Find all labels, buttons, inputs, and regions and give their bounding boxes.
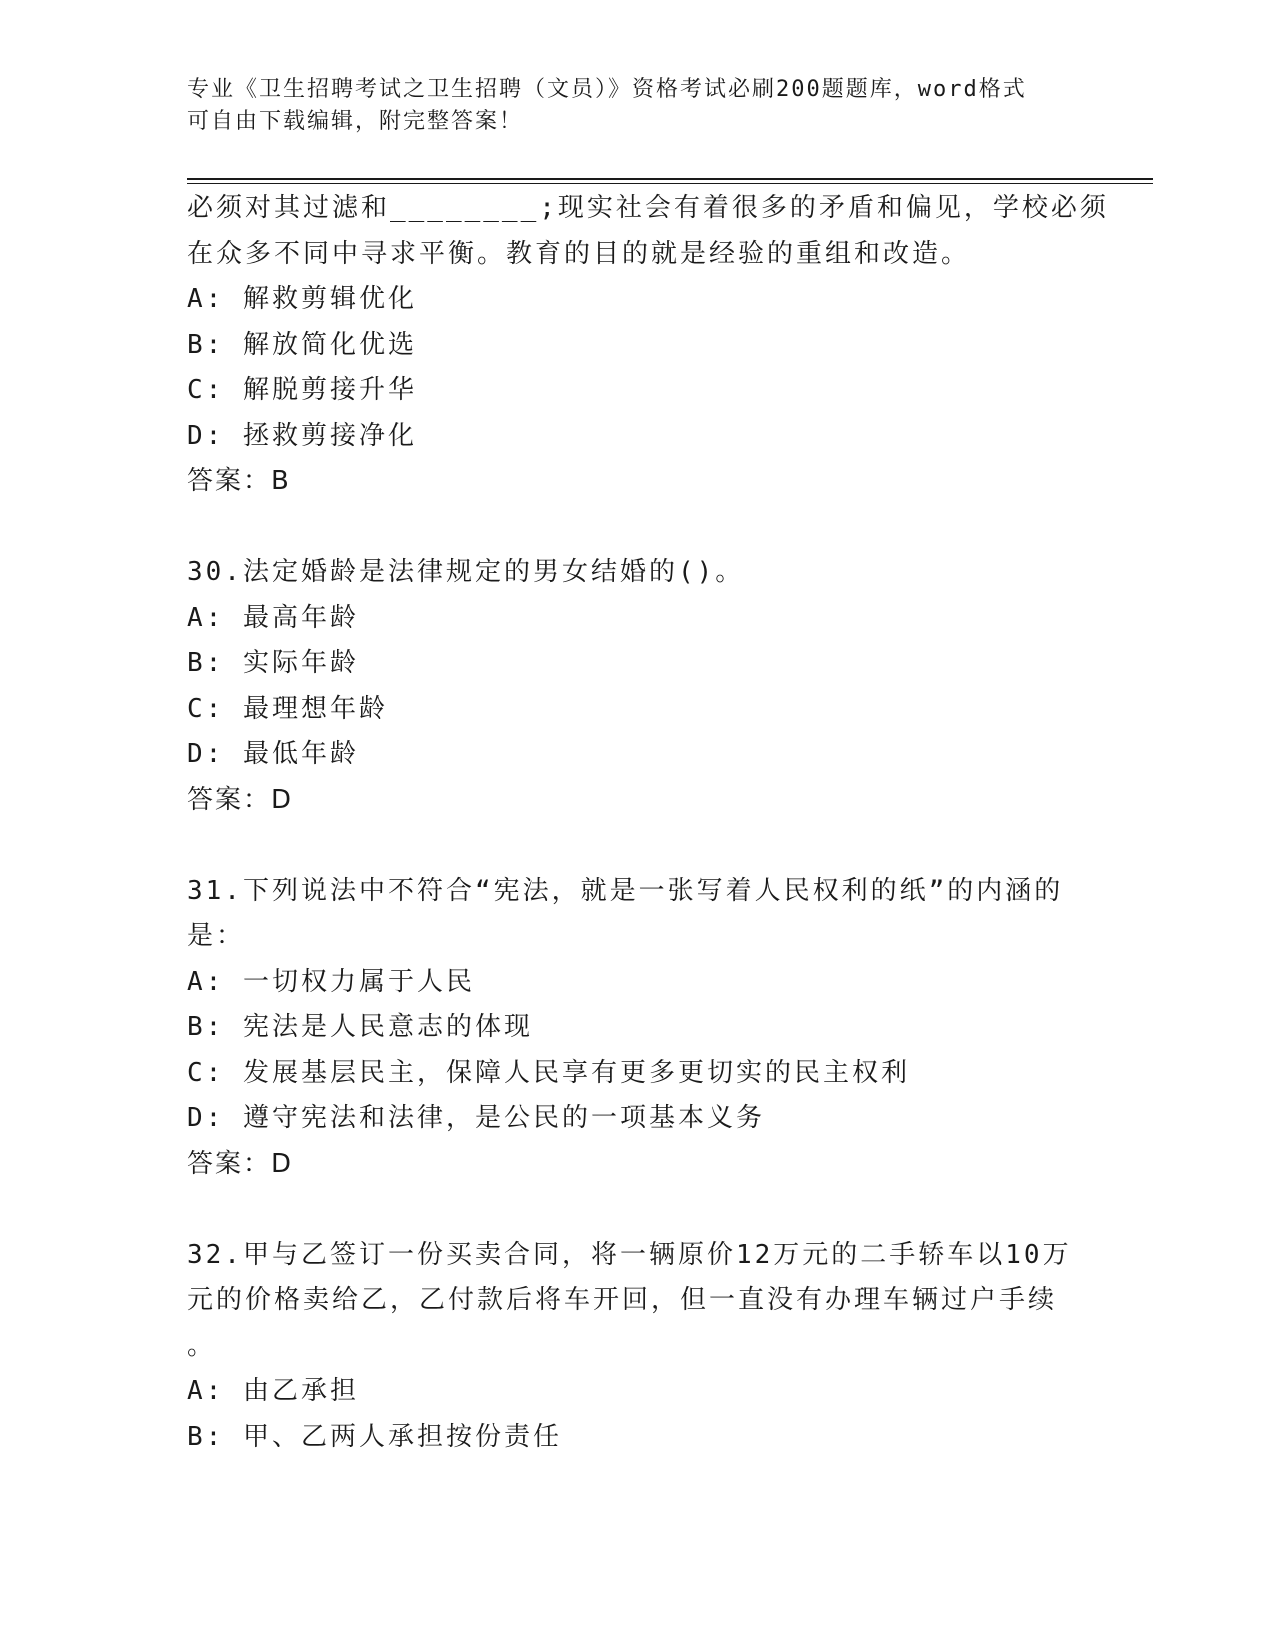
option-b: B: 宪法是人民意志的体现: [187, 1012, 533, 1042]
question-text: 在众多不同中寻求平衡。教育的目的就是经验的重组和改造。: [187, 238, 971, 269]
question-30: [187, 550, 1087, 823]
option-a: A: 由乙承担: [187, 1376, 359, 1406]
answer-line: 答案：B: [187, 466, 291, 496]
option-c: C: 解脱剪接升华: [187, 375, 417, 405]
question-32: [187, 1233, 1087, 1461]
option-b: B: 解放简化优选: [187, 329, 417, 360]
option-c: C: 发展基层民主，保障人民享有更多更切实的民主权利: [187, 1057, 910, 1088]
question-text: 必须对其过滤和________;现实社会有着很多的矛盾和偏见，学校必须: [187, 193, 1109, 223]
question-text: 是：: [187, 921, 246, 951]
question-29-continued: [187, 186, 1109, 505]
option-b: B: 甲、乙两人承担按份责任: [187, 1421, 562, 1452]
option-b: B: 实际年龄: [187, 648, 359, 678]
header-divider: [187, 178, 1153, 184]
question-text: 30.法定婚龄是法律规定的男女结婚的()。: [187, 557, 745, 587]
question-31: [187, 869, 1087, 1188]
spacer: [187, 1187, 1087, 1233]
option-d: D: 拯救剪接净化: [187, 420, 417, 451]
spacer: [187, 505, 1087, 551]
option-a: A: 最高年龄: [187, 602, 359, 633]
header-line: 专业《卫生招聘考试之卫生招聘（文员）》资格考试必刷200题题库，word格式: [187, 77, 1027, 102]
document-header: [187, 74, 1087, 138]
option-d: D: 最低年龄: [187, 739, 359, 769]
question-text: 31.下列说法中不符合“宪法，就是一张写着人民权利的纸”的内涵的: [187, 875, 1064, 906]
question-text: 。: [187, 1330, 217, 1361]
option-a: A: 一切权力属于人民: [187, 966, 475, 997]
option-a: A: 解救剪辑优化: [187, 284, 417, 314]
question-text: 32.甲与乙签订一份买卖合同，将一辆原价12万元的二手轿车以10万: [187, 1239, 1072, 1270]
answer-line: 答案：D: [187, 784, 294, 815]
option-d: D: 遵守宪法和法律，是公民的一项基本义务: [187, 1103, 765, 1133]
option-c: C: 最理想年龄: [187, 693, 388, 724]
answer-line: 答案：D: [187, 1148, 294, 1179]
spacer: [187, 823, 1087, 869]
question-text: 元的价格卖给乙，乙付款后将车开回，但一直没有办理车辆过户手续: [187, 1285, 1058, 1315]
header-line: 可自由下载编辑，附完整答案！: [187, 109, 524, 134]
document-body: [187, 186, 1109, 1460]
